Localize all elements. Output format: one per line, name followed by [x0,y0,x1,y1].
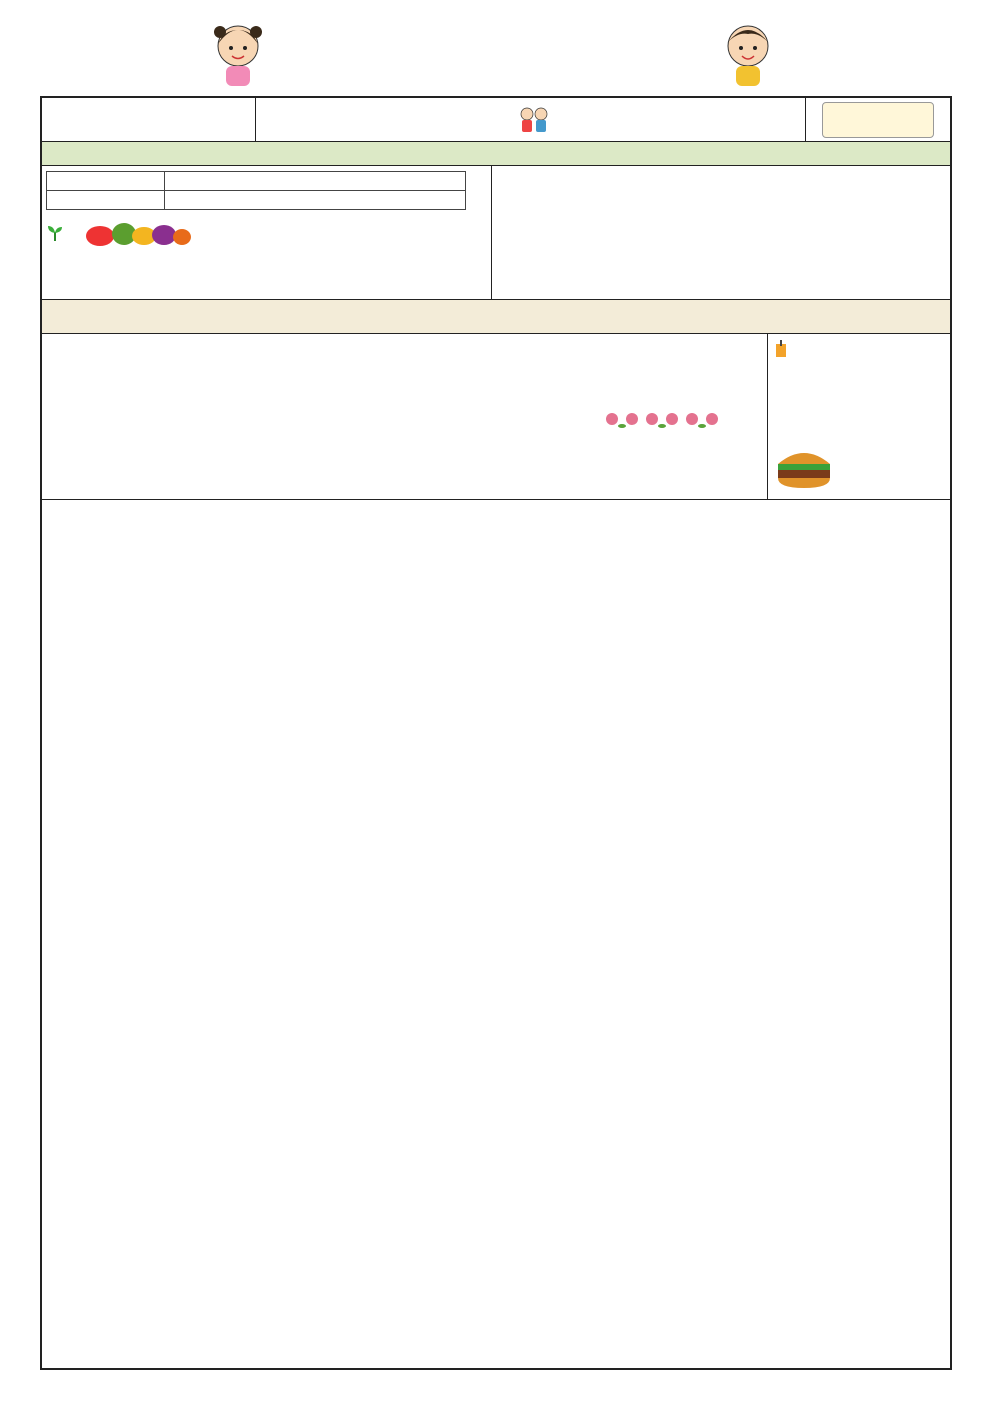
origin-panel [492,166,950,300]
address-bar [42,142,950,166]
theme-days-section [42,334,950,500]
sprout-icon [46,224,64,242]
info-section [42,166,950,300]
girl-character-icon [208,18,268,88]
flowers-icon [602,404,732,434]
banner [0,0,992,92]
document-title [256,98,806,142]
boy-character-icon [718,18,778,88]
snack-notice [768,334,950,500]
supplier-row [47,172,466,191]
theme-days-list [42,334,768,500]
burger-icon [774,442,834,494]
change-notice [46,218,487,248]
title-row [42,98,950,142]
supplier-panel [42,166,492,300]
children-icon [517,105,551,135]
supplier-row [47,191,466,210]
vegetables-icon [82,218,192,248]
nutrition-logo [822,102,934,138]
allergy-section [42,300,950,334]
menu-document [40,96,952,1370]
supplier-table [46,171,466,210]
drink-icon [774,340,788,358]
school-name [42,98,256,142]
